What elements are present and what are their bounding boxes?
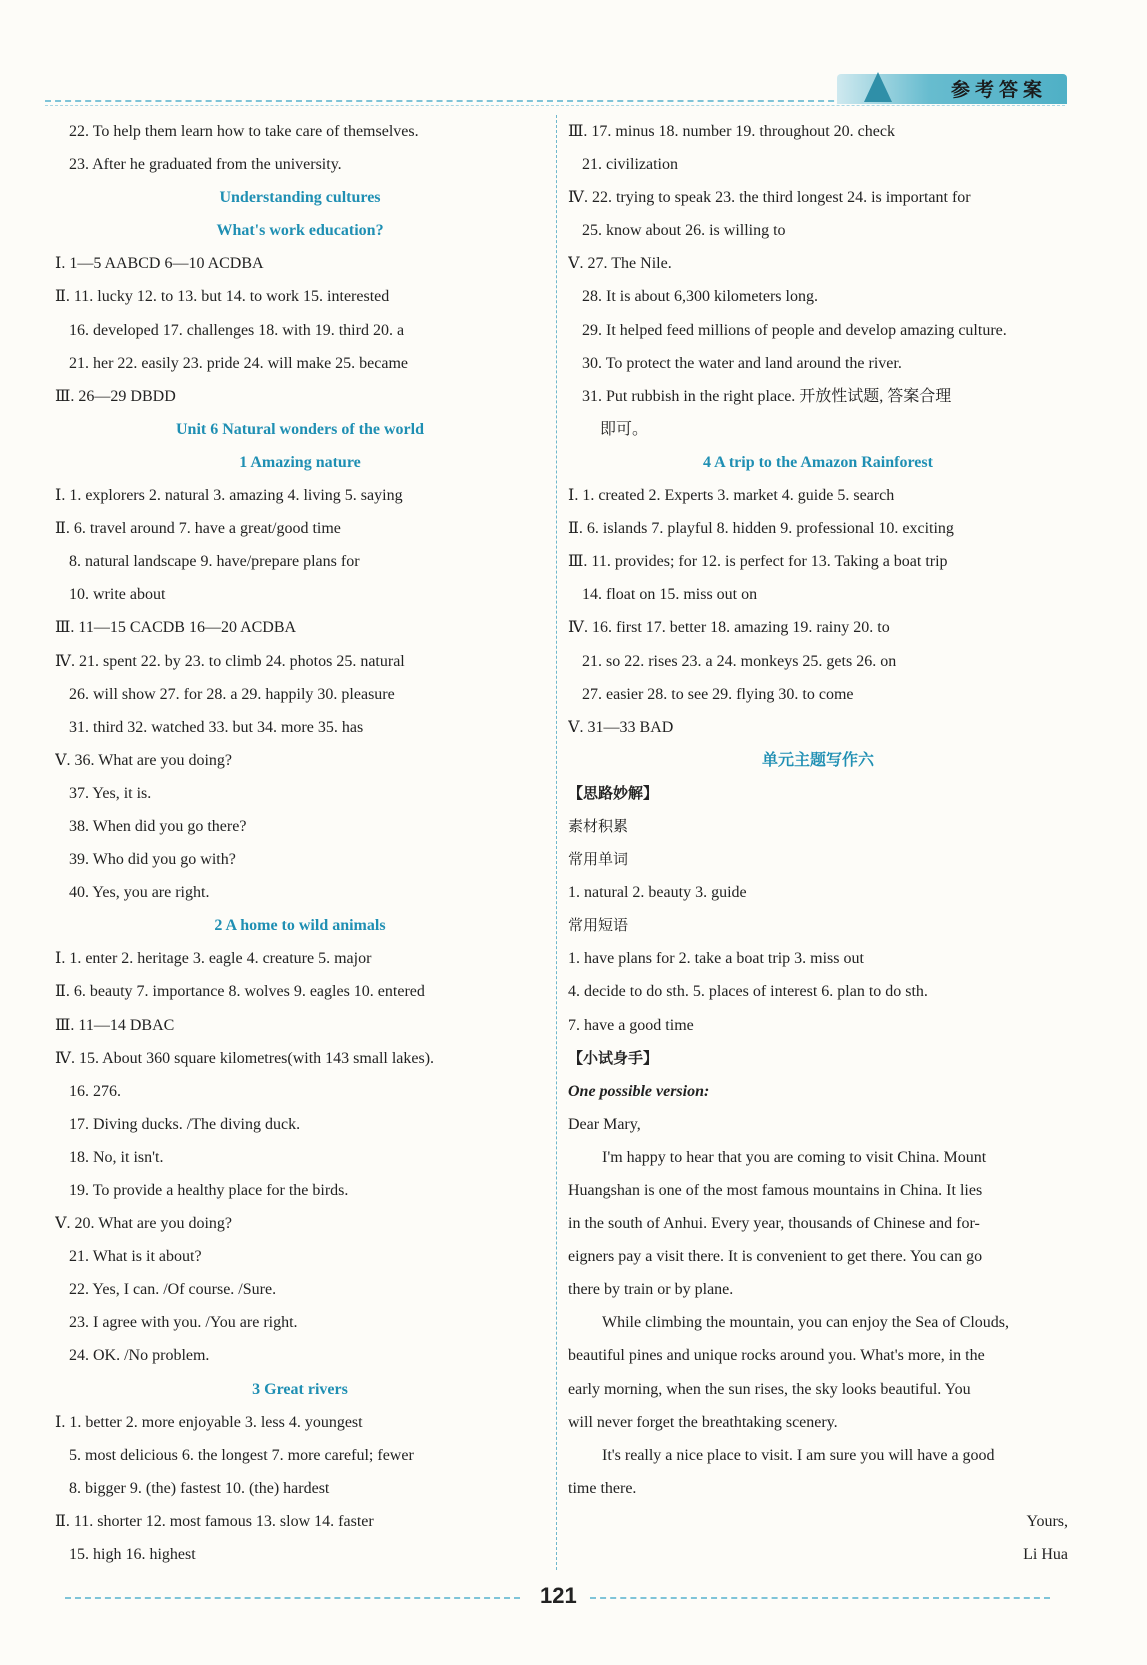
answer-line: While climbing the mountain, you can enjoy the Sea of Clouds, [602, 1314, 1010, 1332]
answer-line: time there. [568, 1479, 637, 1497]
answer-line: It's really a nice place to visit. I am sure you will have a good [602, 1446, 995, 1464]
answer-line: Ⅳ. 22. trying to speak 23. the third longest 24. is important for [568, 189, 971, 207]
answer-line: 23. I agree with you. /You are right. [69, 1314, 298, 1332]
answer-line: 21. What is it about? [69, 1248, 202, 1266]
answer-line: 16. 276. [69, 1082, 121, 1100]
answer-line: Ⅲ. 11. provides; for 12. is perfect for 13. Taking a boat trip [568, 553, 948, 571]
answer-line: Ⅲ. 26—29 DBDD [55, 387, 176, 405]
answer-line: 24. OK. /No problem. [69, 1347, 210, 1365]
answer-line: 17. Diving ducks. /The diving duck. [69, 1115, 301, 1133]
answer-line: 22. To help them learn how to take care of themselves. [69, 123, 419, 140]
header-triangle-icon [864, 72, 892, 102]
answer-line: Ⅲ. 11—14 DBAC [55, 1016, 175, 1034]
subsection-label: 【思路妙解】 [568, 783, 659, 802]
answer-line: Ⅰ. 1. enter 2. heritage 3. eagle 4. creature 5. major [55, 950, 372, 968]
answer-line: 26. will show 27. for 28. a 29. happily 30. pleasure [69, 685, 395, 703]
answer-line: eigners pay a visit there. It is convenient to get there. You can go [568, 1248, 983, 1266]
answer-line: early morning, when the sun rises, the sky looks beautiful. You [568, 1380, 971, 1398]
answer-line: Huangshan is one of the most famous mountains in China. It lies [568, 1182, 983, 1199]
answer-line: Ⅴ. 20. What are you doing? [55, 1215, 232, 1233]
answer-line: Dear Mary, [568, 1115, 641, 1133]
page-number: 121 [540, 1583, 577, 1608]
answer-line: 23. After he graduated from the university. [69, 156, 342, 174]
answer-line: 18. No, it isn't. [69, 1148, 164, 1166]
answer-line: 1. natural 2. beauty 3. guide [568, 884, 747, 902]
answer-line: Li Hua [1023, 1546, 1068, 1564]
answer-line: Ⅴ. 27. The Nile. [568, 255, 672, 273]
section-heading: 1 Amazing nature [239, 453, 361, 471]
answer-line: 28. It is about 6,300 kilometers long. [582, 288, 818, 306]
answer-line: 31. Put rubbish in the right place. 开放性试题, 答案合理 [582, 387, 952, 405]
right-column [568, 115, 1068, 1571]
answer-line: Ⅰ. 1. created 2. Experts 3. market 4. guide 5. search [568, 487, 895, 505]
header-title: 参考答案 [950, 79, 1047, 101]
section-heading: What's work education? [216, 222, 384, 240]
answer-line: 21. so 22. rises 23. a 24. monkeys 25. gets 26. on [582, 652, 897, 670]
answer-line: 39. Who did you go with? [69, 851, 236, 869]
subsection-label: 【小试身手】 [568, 1048, 659, 1067]
answer-line: Ⅱ. 6. islands 7. playful 8. hidden 9. professional 10. exciting [568, 520, 954, 538]
category-label: 常用短语 [568, 916, 629, 935]
answer-line: 27. easier 28. to see 29. flying 30. to come [582, 685, 854, 703]
section-heading: Understanding cultures [219, 189, 381, 207]
answer-line: Ⅱ. 11. lucky 12. to 13. but 14. to work 15. interested [55, 288, 390, 306]
answer-line: in the south of Anhui. Every year, thousands of Chinese and for- [568, 1215, 980, 1233]
answer-line: 8. bigger 9. (the) fastest 10. (the) hardest [69, 1479, 330, 1497]
answer-line: 14. float on 15. miss out on [582, 586, 758, 604]
section-heading: 4 A trip to the Amazon Rainforest [703, 453, 933, 471]
answer-line: 10. write about [69, 586, 166, 604]
section-heading: 2 A home to wild animals [214, 917, 386, 935]
footer-rule-left [65, 1597, 520, 1599]
section-heading: 3 Great rivers [252, 1380, 348, 1398]
answer-line: Ⅴ. 36. What are you doing? [55, 751, 232, 769]
answer-line: Ⅳ. 21. spent 22. by 23. to climb 24. photos 25. natural [55, 652, 405, 670]
category-label: 常用单词 [568, 850, 629, 869]
answer-line: there by train or by plane. [568, 1281, 734, 1299]
answer-line: Ⅰ. 1. better 2. more enjoyable 3. less 4. youngest [55, 1413, 363, 1431]
answer-line: 22. Yes, I can. /Of course. /Sure. [69, 1281, 277, 1299]
answer-line: I'm happy to hear that you are coming to visit China. Mount [602, 1148, 987, 1166]
answer-line: 8. natural landscape 9. have/prepare plans for [69, 553, 360, 571]
answer-line: Ⅰ. 1—5 AABCD 6—10 ACDBA [55, 255, 264, 273]
answer-line: 5. most delicious 6. the longest 7. more careful; fewer [69, 1446, 414, 1464]
answer-line: 即可。 [600, 420, 649, 438]
answer-line: Ⅲ. 17. minus 18. number 19. throughout 20. check [568, 123, 895, 140]
answer-line: Ⅱ. 6. beauty 7. importance 8. wolves 9. eagles 10. entered [55, 983, 425, 1001]
footer-rule-right [590, 1597, 1050, 1599]
answer-line: 38. When did you go there? [69, 817, 247, 835]
header-rule-secondary [45, 105, 1065, 106]
answer-line: 37. Yes, it is. [69, 784, 152, 802]
answer-line: 40. Yes, you are right. [69, 884, 210, 902]
left-column [55, 115, 545, 1571]
answer-line: Ⅱ. 6. travel around 7. have a great/good time [55, 520, 341, 538]
answer-line: will never forget the breathtaking scenery. [568, 1413, 838, 1431]
answer-line: 21. her 22. easily 23. pride 24. will make 25. became [69, 354, 409, 372]
category-label: 素材积累 [568, 816, 629, 835]
answer-line: beautiful pines and unique rocks around you. What's more, in the [568, 1347, 985, 1365]
answer-line: 30. To protect the water and land around the river. [582, 354, 902, 372]
answer-line: 4. decide to do sth. 5. places of interest 6. plan to do sth. [568, 983, 928, 1001]
answer-line: Ⅳ. 15. About 360 square kilometres(with 143 small lakes). [55, 1049, 435, 1067]
answer-line: Ⅲ. 11—15 CACDB 16—20 ACDBA [55, 619, 297, 637]
answer-line: Ⅱ. 11. shorter 12. most famous 13. slow 14. faster [55, 1512, 374, 1530]
answer-line: 1. have plans for 2. take a boat trip 3. miss out [568, 950, 864, 968]
column-divider [556, 115, 557, 1570]
answer-line: 7. have a good time [568, 1016, 694, 1034]
section-heading: 单元主题写作六 [761, 751, 874, 769]
answer-line: 19. To provide a healthy place for the birds. [69, 1182, 349, 1199]
answer-line: 25. know about 26. is willing to [582, 222, 786, 240]
section-heading: Unit 6 Natural wonders of the world [176, 420, 424, 438]
answer-line: Ⅴ. 31—33 BAD [568, 718, 674, 736]
answer-line: Ⅳ. 16. first 17. better 18. amazing 19. rainy 20. to [568, 619, 890, 637]
answer-line: 15. high 16. highest [69, 1546, 196, 1564]
answer-line: 29. It helped feed millions of people and develop amazing culture. [582, 321, 1007, 339]
answer-line: 21. civilization [582, 156, 678, 174]
answer-line: 16. developed 17. challenges 18. with 19. third 20. a [69, 321, 405, 339]
answer-line: 31. third 32. watched 33. but 34. more 35. has [69, 718, 364, 736]
answer-line: Ⅰ. 1. explorers 2. natural 3. amazing 4. living 5. saying [55, 487, 403, 505]
answer-line: One possible version: [568, 1082, 710, 1100]
answer-line: Yours, [1026, 1512, 1068, 1530]
